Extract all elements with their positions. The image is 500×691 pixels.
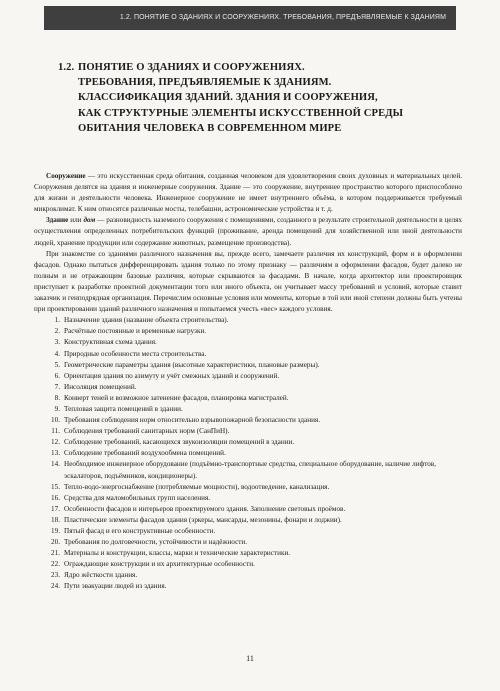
list-item-text: Особенности фасадов и интерьеров проектируемого здания. Заполнение световых проёмов.: [64, 504, 346, 513]
list-item-number: 3.: [54, 338, 60, 347]
list-item-text: Пятый фасад и его конструктивные особенности.: [64, 527, 216, 535]
list-item: [34, 415, 462, 426]
list-item: [34, 515, 462, 526]
list-item: [34, 437, 462, 448]
list-item: [34, 482, 462, 493]
list-item-number: 8.: [54, 393, 60, 402]
list-item-text: Инсоляция помещений.: [64, 382, 137, 391]
list-item: [34, 448, 462, 459]
list-item-number: 15.: [51, 482, 60, 491]
list-item: [34, 360, 462, 371]
list-item: [34, 559, 462, 570]
list-item-number: 17.: [51, 504, 60, 513]
list-item-text: Конверт теней и возможное затенение фасадов, планировка магистралей.: [64, 393, 289, 402]
list-item: [34, 349, 462, 360]
list-item: [34, 315, 462, 326]
list-item-number: 20.: [51, 538, 60, 547]
list-item-text: Требования по долговечности, устойчивости и надёжности.: [64, 538, 248, 547]
term-house: дом: [83, 216, 96, 225]
heading-line-3: КЛАССИФИКАЦИЯ ЗДАНИЙ. ЗДАНИЯ И СООРУЖЕНИЯ,: [78, 92, 378, 104]
list-item: [34, 570, 462, 581]
term-building: Здание: [46, 216, 69, 225]
list-item-text: Природные особенности места строительства.: [64, 349, 207, 358]
list-item-number: 1.: [54, 316, 60, 325]
list-item: [34, 581, 462, 592]
section-number: 1.2.: [58, 62, 75, 73]
term-structure: Сооружение: [46, 172, 86, 180]
list-item: [34, 393, 462, 404]
list-item-number: 9.: [54, 404, 60, 413]
list-item: [34, 493, 462, 504]
list-item: [34, 526, 462, 537]
list-item-number: 21.: [51, 549, 60, 558]
paragraph-intro-list: При знакомстве со зданиями различного назначения вы, прежде всего, замечаете различия их конструкций, форм и в оформлении фасадов. Однако пытаться дифференцировать здания только по этому признаку — различиям в оформлении фасадов, будет далеко не полным и не отражающим базовые различия, которые скрываются за фасадами. В начале, когда архитектор или проектировщик приступает к разработке проектной документации того или иного объекта, он учитывает массу требований и условий, которые ставит заказчик и генподрядная организация. Перечислим основные условия или моменты, которые в той или иной степени должны быть учтены при проектировании зданий различного назначения и попытаемся учесть «вес» каждого условия.: [34, 249, 462, 314]
list-item-number: 5.: [54, 360, 60, 369]
list-item-text: Тепловая защита помещений в здании.: [64, 404, 183, 413]
page-number: 11: [246, 654, 254, 663]
list-item: [34, 459, 462, 481]
requirements-list: [34, 315, 462, 592]
list-item-text: Необходимое инженерное оборудование (подъёмно-транспортные средства, специальное оборудование, наличие лифтов, эскалаторов, подъёмников, кондиционеры).: [64, 460, 437, 480]
list-item-number: 22.: [51, 560, 60, 569]
list-item-text: Пути эвакуации людей из здания.: [64, 582, 167, 591]
list-item-number: 14.: [51, 460, 60, 469]
list-item-number: 18.: [51, 515, 60, 524]
list-item-text: Соблюдение требований воздухообмена помещений.: [64, 449, 226, 458]
list-item-text: Ограждающие конструкции и их архитектурные особенности.: [64, 560, 255, 569]
list-item-number: 16.: [51, 493, 60, 502]
list-item-number: 2.: [54, 327, 60, 336]
heading-line-1: 1.2. ПОНЯТИЕ О ЗДАНИЯХ И СООРУЖЕНИЯХ.: [58, 60, 458, 75]
list-item-text: Соблюдения требований санитарных норм (СанПиН).: [64, 427, 230, 436]
list-item-text: Ориентация здания по азимуту и учёт смежных зданий и сооружений.: [64, 371, 280, 380]
list-item-number: 6.: [54, 371, 60, 380]
list-item-number: 4.: [54, 349, 60, 358]
list-item-text: Средства для маломобильных групп населения.: [64, 493, 211, 502]
paragraph-structure: Сооружение — это искусственная среда обитания, созданная человеком для удовлетворения своих духовных и материальных целей. Сооружения делятся на здания и инженерные сооружения. Здание — это сооружение, внутреннее пространство которого приспособлено для жизни и деятельности человека. Инженерное сооружение не имеет внутреннего объёма, в котором поддерживается требуемый микроклимат. К ним относятся различные мосты, телебашни, астрономические устройства и т. д.: [34, 172, 462, 214]
paragraph-building: Здание или дом — разновидность наземного сооружения с помещениями, созданного в результате строительной деятельности в целях осуществления определенных потребительских функций (проживание, аренда помещений для хозяйственной или иной деятельности людей, хранение продукции или содержание животных, размещение производства).: [34, 216, 462, 247]
list-item-text: Ядро жёсткости здания.: [64, 571, 138, 580]
list-item-text: Назначение здания (название объекта строительства).: [64, 316, 229, 325]
list-item-text: Конструктивная схема здания.: [64, 338, 157, 347]
list-item-text: Пластические элементы фасадов здания (эркеры, мансарды, мезонины, фонари и лоджии).: [64, 515, 342, 524]
list-item-number: 12.: [51, 438, 60, 447]
list-item-text: Требования соблюдения норм относительно взрывопожарной безопасности здания.: [64, 416, 321, 425]
section-heading: [58, 60, 458, 136]
list-item: [34, 504, 462, 515]
list-item: [34, 371, 462, 382]
list-item-text: Материалы и конструкции, классы, марки и технические характеристики.: [64, 549, 291, 558]
list-item: [34, 326, 462, 337]
list-item-number: 10.: [51, 416, 60, 425]
list-item-number: 11.: [51, 427, 60, 436]
list-item: [34, 382, 462, 393]
list-item-text: Соблюдение требований, касающихся звукоизоляции помещений в здании.: [64, 438, 295, 447]
heading-line-2: ТРЕБОВАНИЯ, ПРЕДЪЯВЛЯЕМЫЕ К ЗДАНИЯМ.: [78, 77, 332, 89]
heading-line-5: ОБИТАНИЯ ЧЕЛОВЕКА В СОВРЕМЕННОМ МИРЕ: [78, 122, 342, 134]
list-item-text: Геометрические параметры здания (высотные характеристики, плановые размеры).: [64, 360, 320, 369]
list-item: [34, 537, 462, 548]
list-item: [34, 337, 462, 348]
list-item-number: 23.: [51, 571, 60, 580]
list-item-number: 24.: [51, 582, 60, 591]
heading-line-4: КАК СТРУКТУРНЫЕ ЭЛЕМЕНТЫ ИСКУССТВЕННОЙ СРЕДЫ: [78, 107, 404, 119]
list-item-text: Расчётные постоянные и временные нагрузки.: [64, 327, 207, 336]
body-text: [34, 171, 462, 593]
list-item-text: Тепло-водо-энергоснабжение (потребляемые мощности), водоотведение, канализация.: [64, 482, 330, 491]
list-item: [34, 404, 462, 415]
list-item-number: 7.: [54, 382, 60, 391]
list-item: [34, 548, 462, 559]
list-item-number: 19.: [51, 527, 60, 535]
list-item-number: 13.: [51, 449, 60, 458]
list-item: [34, 426, 462, 437]
running-header: 1.2. ПОНЯТИЕ О ЗДАНИЯХ И СООРУЖЕНИЯХ. ТРЕБОВАНИЯ, ПРЕДЪЯВЛЯЕМЫЕ К ЗДАНИЯМ: [44, 6, 456, 30]
